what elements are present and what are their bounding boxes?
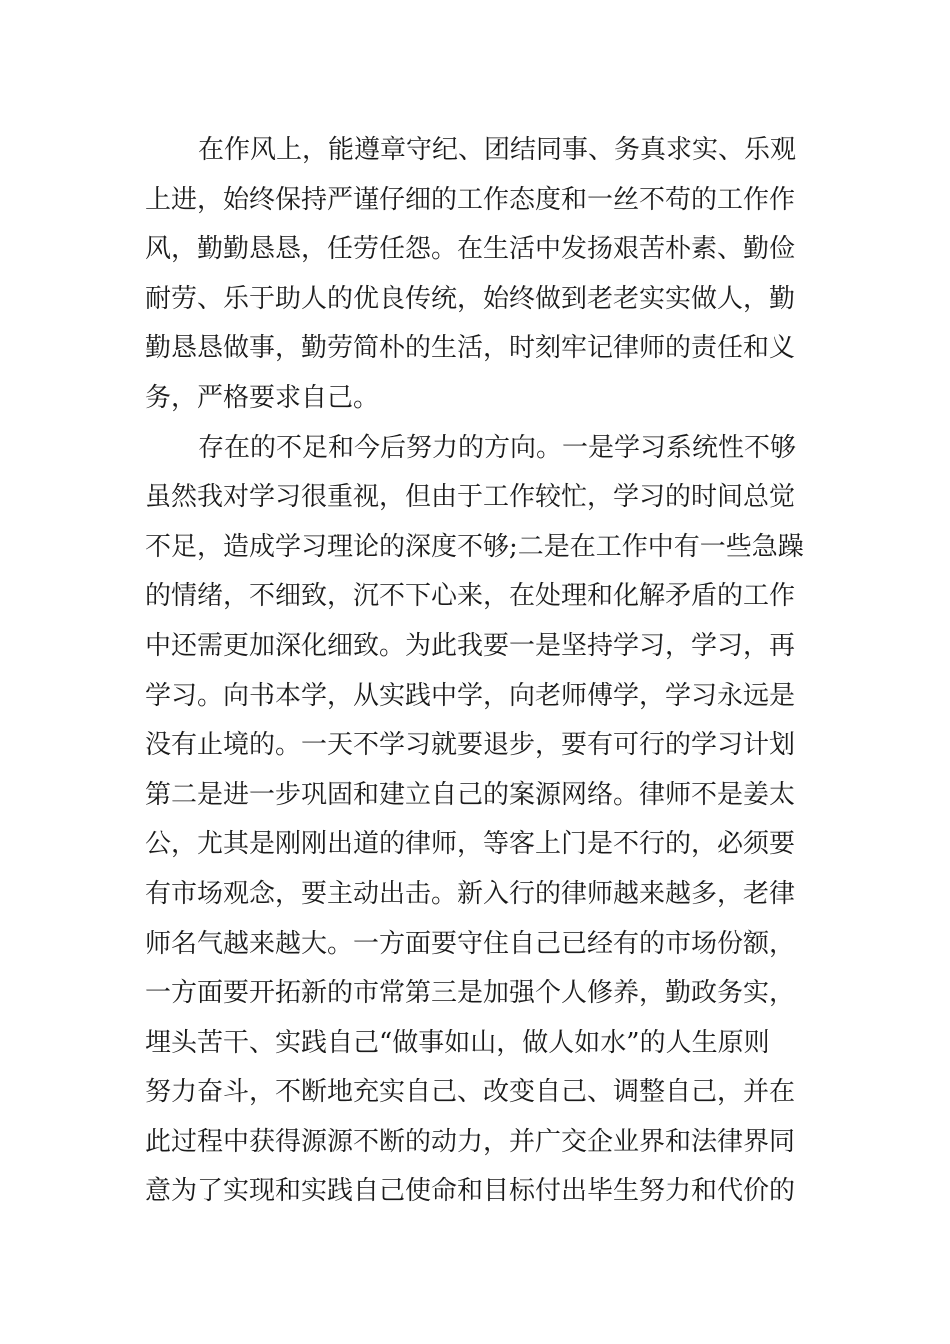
text-line: 埋头苦干、实践自己“做事如山，做人如水”的人生原则: [145, 1027, 770, 1058]
document-body: [145, 126, 815, 1217]
text-line: 的情绪，不细致，沉不下心来，在处理和化解矛盾的工作: [145, 581, 796, 612]
text-line: 上进，始终保持严谨仔细的工作态度和一丝不苟的工作作: [145, 184, 796, 215]
text-line: 中还需更加深化细致。为此我要一是坚持学习，学习，再: [145, 630, 796, 661]
text-line: 公，尤其是刚刚出道的律师，等客上门是不行的，必须要: [145, 829, 796, 860]
text-line: 一方面要开拓新的市常第三是加强个人修养，勤政务实，: [145, 978, 796, 1009]
text-line: 务，严格要求自己。: [145, 382, 380, 413]
text-line: 勤恳恳做事，勤劳简朴的生活，时刻牢记律师的责任和义: [145, 333, 796, 364]
text-line: 存在的不足和今后努力的方向。一是学习系统性不够: [198, 432, 797, 463]
paragraph-1: [145, 126, 815, 424]
text-line: 虽然我对学习很重视，但由于工作较忙，学习的时间总觉: [145, 482, 796, 513]
text-line: 第二是进一步巩固和建立自己的案源网络。律师不是姜太: [145, 779, 796, 810]
text-line: 师名气越来越大。一方面要守住自己已经有的市场份额，: [145, 928, 796, 959]
text-line: 在作风上，能遵章守纪、团结同事、务真求实、乐观: [198, 135, 797, 165]
text-line: 努力奋斗，不断地充实自己、改变自己、调整自己，并在: [145, 1077, 796, 1108]
text-line: 意为了实现和实践自己使命和目标付出毕生努力和代价的: [145, 1176, 796, 1207]
text-line: 学习。向书本学，从实践中学，向老师傅学，学习永远是: [145, 680, 796, 711]
paragraph-2: [145, 424, 815, 1218]
text-line: 有市场观念，要主动出击。新入行的律师越来越多，老律: [145, 878, 796, 909]
text-line: 此过程中获得源源不断的动力，并广交企业界和法律界同: [145, 1126, 796, 1157]
text-line: 不足，造成学习理论的深度不够;二是在工作中有一些急躁: [145, 531, 804, 562]
text-line: 耐劳、乐于助人的优良传统，始终做到老老实实做人，勤: [145, 283, 796, 314]
text-line: 风，勤勤恳恳，任劳任怨。在生活中发扬艰苦朴素、勤俭: [145, 234, 796, 265]
text-line: 没有止境的。一天不学习就要退步，要有可行的学习计划: [145, 730, 796, 761]
